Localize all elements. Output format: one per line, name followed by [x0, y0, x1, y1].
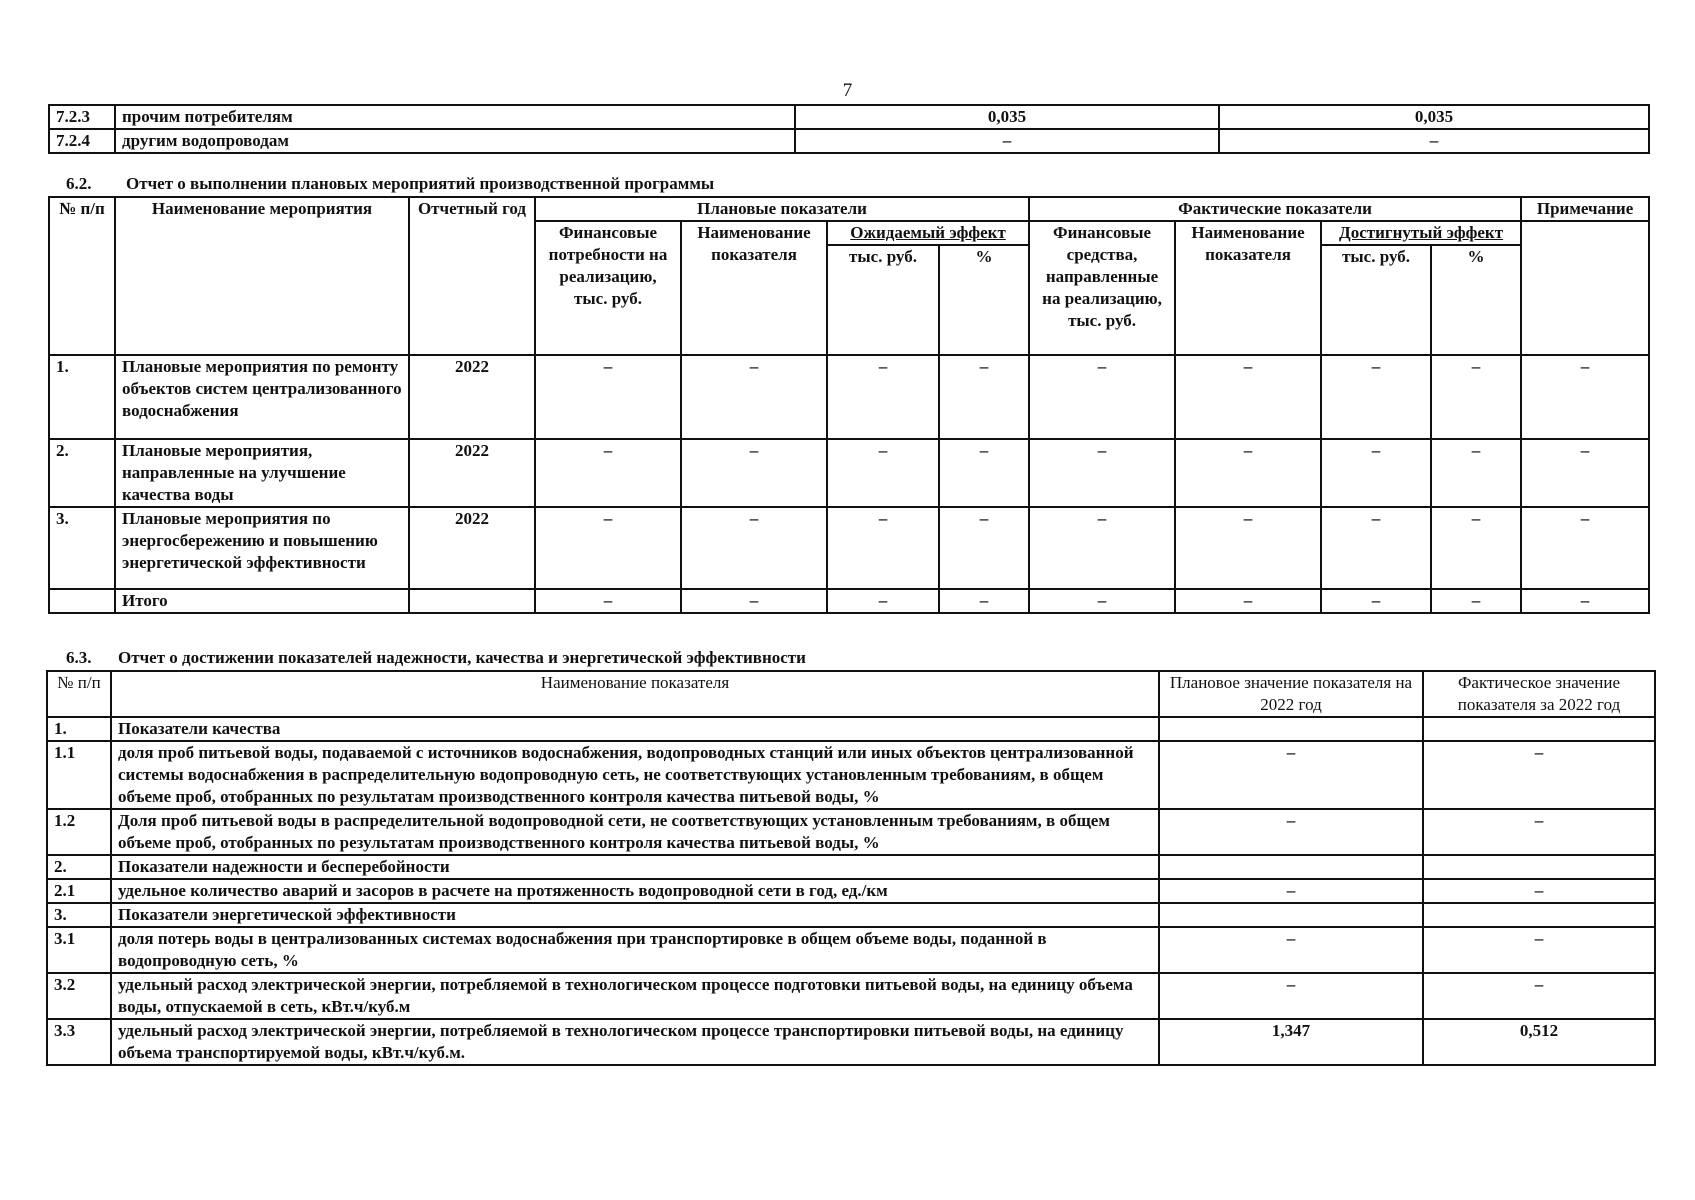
row-name: прочим потребителям — [115, 105, 795, 129]
value-cell: – — [1321, 439, 1431, 507]
section-title-text: Отчет о достижении показателей надежности, качества и энергетической эффективности — [118, 648, 806, 667]
fact-value: – — [1423, 927, 1655, 973]
fact-value: – — [1423, 741, 1655, 809]
plan-fin-header: Финансовые потребности на реализацию, тыс. руб. — [535, 221, 681, 355]
fact-ind-header: Наименование показателя — [1175, 221, 1321, 355]
col-name-header: Наименование мероприятия — [115, 197, 409, 355]
table-row — [47, 855, 1655, 879]
table-row — [47, 1019, 1655, 1065]
fact-value: – — [1423, 879, 1655, 903]
value-cell: – — [939, 439, 1029, 507]
value-cell: – — [535, 507, 681, 589]
plan-value — [1159, 855, 1423, 879]
row-number: 1.1 — [47, 741, 111, 809]
section-title-text: Отчет о выполнении плановых мероприятий производственной программы — [126, 174, 715, 193]
plan-pct-header: % — [939, 245, 1029, 355]
value-cell: – — [1431, 589, 1521, 613]
plan-effect-header: Ожидаемый эффект — [827, 221, 1029, 245]
row-number: 3. — [47, 903, 111, 927]
ind-fact-header: Фактическое значение показателя за 2022 год — [1423, 671, 1655, 717]
indicator-name: Показатели надежности и бесперебойности — [111, 855, 1159, 879]
table-row — [49, 129, 1649, 153]
planned-measures-body — [49, 355, 1649, 613]
row-number: 1. — [47, 717, 111, 741]
row-number: 3. — [49, 507, 115, 589]
value-cell: – — [1321, 355, 1431, 439]
fact-value: – — [1423, 809, 1655, 855]
value-cell: – — [827, 507, 939, 589]
table-row — [49, 439, 1649, 507]
value-cell: – — [1175, 355, 1321, 439]
top-table — [48, 104, 1650, 154]
report-year: 2022 — [409, 507, 535, 589]
value-cell: – — [1029, 589, 1175, 613]
table-row — [47, 741, 1655, 809]
row-number: 3.1 — [47, 927, 111, 973]
indicator-name: Показатели качества — [111, 717, 1159, 741]
table-row — [47, 879, 1655, 903]
fact-value: 0,512 — [1423, 1019, 1655, 1065]
indicator-name: удельный расход электрической энергии, потребляемой в технологическом процессе транспортировки питьевой воды, на единицу объема транспортируемой воды, кВт.ч/куб.м. — [111, 1019, 1159, 1065]
indicators-body — [47, 717, 1655, 1065]
top-table-body — [49, 105, 1649, 153]
plan-value: 1,347 — [1159, 1019, 1423, 1065]
indicator-name: доля проб питьевой воды, подаваемой с источников водоснабжения, водопроводных станций или иных объектов централизованной системы водоснабжения в распределительную водопроводную сеть, не соответствующих установленным требованиям, в общем объеме проб, отобранных по результатам производственного контроля качества питьевой воды, % — [111, 741, 1159, 809]
note-header: Примечание — [1521, 197, 1649, 221]
table-row — [47, 809, 1655, 855]
fact-rub-header: тыс. руб. — [1321, 245, 1431, 355]
report-year: 2022 — [409, 355, 535, 439]
value-cell: – — [1521, 589, 1649, 613]
value-cell: – — [535, 589, 681, 613]
value-cell: – — [1321, 507, 1431, 589]
row-number: 7.2.4 — [49, 129, 115, 153]
value-cell: – — [681, 589, 827, 613]
row-number: 7.2.3 — [49, 105, 115, 129]
table-row — [47, 717, 1655, 741]
ind-num-header: № п/п — [47, 671, 111, 717]
section-number: 6.2. — [66, 174, 92, 193]
value-cell: – — [827, 439, 939, 507]
value-cell: – — [535, 355, 681, 439]
table-row — [49, 355, 1649, 439]
ind-name-header: Наименование показателя — [111, 671, 1159, 717]
value-cell: – — [681, 507, 827, 589]
row-value: 0,035 — [795, 105, 1219, 129]
plan-value — [1159, 717, 1423, 741]
fact-effect-header: Достигнутый эффект — [1321, 221, 1521, 245]
ind-plan-header: Плановое значение показателя на 2022 год — [1159, 671, 1423, 717]
value-cell: – — [1175, 507, 1321, 589]
fact-pct-header: % — [1431, 245, 1521, 355]
section-6-2-title — [66, 174, 714, 194]
value-cell: – — [1175, 439, 1321, 507]
fact-value — [1423, 717, 1655, 741]
row-name: другим водопроводам — [115, 129, 795, 153]
value-cell: – — [1521, 507, 1649, 589]
value-cell: – — [1029, 507, 1175, 589]
fact-fin-header: Финансовые средства, направленные на реализацию, тыс. руб. — [1029, 221, 1175, 355]
table-row — [47, 973, 1655, 1019]
row-number: 2. — [47, 855, 111, 879]
row-value: – — [1219, 129, 1649, 153]
plan-value: – — [1159, 809, 1423, 855]
value-cell: – — [827, 589, 939, 613]
plan-rub-header: тыс. руб. — [827, 245, 939, 355]
total-num — [49, 589, 115, 613]
value-cell: – — [827, 355, 939, 439]
indicator-name: Показатели энергетической эффективности — [111, 903, 1159, 927]
row-number: 2.1 — [47, 879, 111, 903]
note-subheader — [1521, 221, 1649, 355]
plan-value: – — [1159, 973, 1423, 1019]
row-number: 1. — [49, 355, 115, 439]
plan-value: – — [1159, 741, 1423, 809]
value-cell: – — [1321, 589, 1431, 613]
value-cell: – — [535, 439, 681, 507]
col-year-header: Отчетный год — [409, 197, 535, 355]
total-row — [49, 589, 1649, 613]
value-cell: – — [1029, 439, 1175, 507]
plan-value — [1159, 903, 1423, 927]
value-cell: – — [1431, 439, 1521, 507]
indicator-name: удельный расход электрической энергии, потребляемой в технологическом процессе подготовки питьевой воды, на единицу объема воды, отпускаемой в сеть, кВт.ч/куб.м — [111, 973, 1159, 1019]
plan-value: – — [1159, 879, 1423, 903]
measure-name: Плановые мероприятия, направленные на улучшение качества воды — [115, 439, 409, 507]
row-number: 3.3 — [47, 1019, 111, 1065]
row-number: 2. — [49, 439, 115, 507]
total-year — [409, 589, 535, 613]
table-row — [49, 105, 1649, 129]
measure-name: Плановые мероприятия по ремонту объектов систем централизованного водоснабжения — [115, 355, 409, 439]
table-row — [47, 903, 1655, 927]
plan-value: – — [1159, 927, 1423, 973]
row-number: 3.2 — [47, 973, 111, 1019]
row-number: 1.2 — [47, 809, 111, 855]
table-row — [47, 927, 1655, 973]
value-cell: – — [1521, 355, 1649, 439]
planned-measures-table — [48, 196, 1650, 614]
row-value: 0,035 — [1219, 105, 1649, 129]
indicators-table — [46, 670, 1656, 1066]
value-cell: – — [681, 439, 827, 507]
col-num-header: № п/п — [49, 197, 115, 355]
value-cell: – — [681, 355, 827, 439]
value-cell: – — [939, 507, 1029, 589]
value-cell: – — [1431, 507, 1521, 589]
plan-ind-header: Наименование показателя — [681, 221, 827, 355]
total-label: Итого — [115, 589, 409, 613]
table-row — [49, 507, 1649, 589]
value-cell: – — [1521, 439, 1649, 507]
row-value: – — [795, 129, 1219, 153]
value-cell: – — [939, 355, 1029, 439]
section-6-3-title — [66, 648, 806, 668]
actual-header: Фактические показатели — [1029, 197, 1521, 221]
report-year: 2022 — [409, 439, 535, 507]
fact-value — [1423, 855, 1655, 879]
fact-value — [1423, 903, 1655, 927]
value-cell: – — [1431, 355, 1521, 439]
indicator-name: доля потерь воды в централизованных системах водоснабжения при транспортировке в общем объеме воды, поданной в водопроводную сеть, % — [111, 927, 1159, 973]
section-number: 6.3. — [66, 648, 92, 667]
page-number: 7 — [842, 80, 853, 101]
fact-value: – — [1423, 973, 1655, 1019]
value-cell: – — [939, 589, 1029, 613]
measure-name: Плановые мероприятия по энергосбережению и повышению энергетической эффективности — [115, 507, 409, 589]
value-cell: – — [1029, 355, 1175, 439]
planned-header: Плановые показатели — [535, 197, 1029, 221]
indicator-name: удельное количество аварий и засоров в расчете на протяженность водопроводной сети в год, ед./км — [111, 879, 1159, 903]
indicator-name: Доля проб питьевой воды в распределительной водопроводной сети, не соответствующих установленным требованиям, в общем объеме проб, отобранных по результатам производственного контроля качества питьевой воды, % — [111, 809, 1159, 855]
value-cell: – — [1175, 589, 1321, 613]
